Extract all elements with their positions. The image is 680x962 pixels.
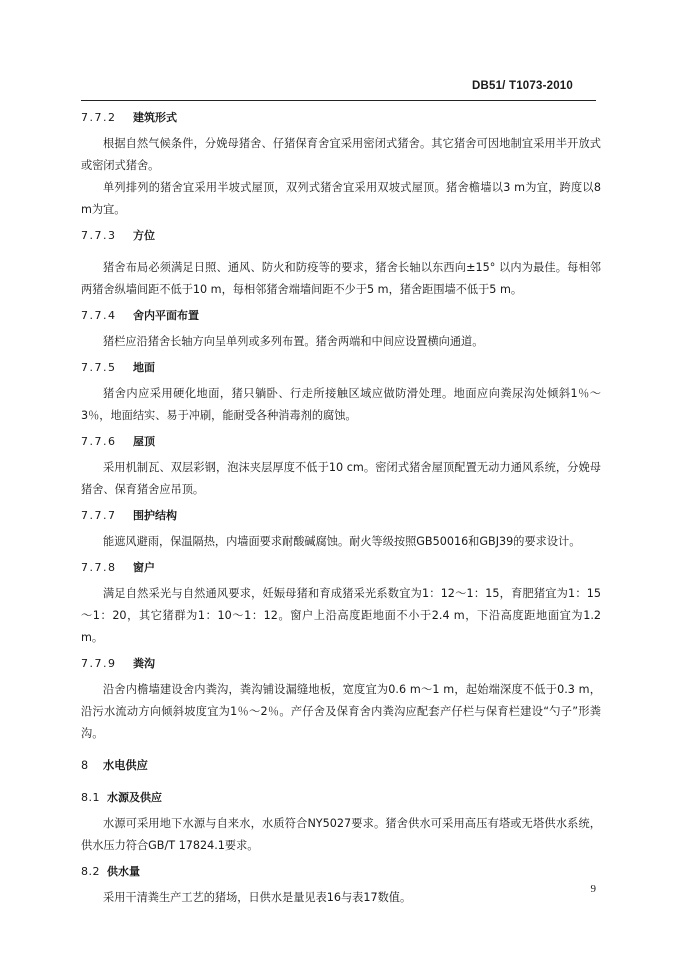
section-heading <box>81 305 601 327</box>
section-title: 供水量 <box>107 865 140 878</box>
paragraph: 根据自然气候条件，分娩母猪舍、仔猪保育舍宜采用密闭式猪舍。其它猪舍可因地制宜采用半开放式或密闭式猪舍。 <box>81 137 601 172</box>
section-number: 7.7.3 <box>81 229 117 242</box>
section-title: 地面 <box>133 361 155 374</box>
section-number: 8.1 <box>81 791 100 804</box>
paragraph: 猪舍内应采用硬化地面，猪只躺卧、行走所接触区域应做防滑处理。地面应向粪尿沟处倾斜1％～3％，地面结实、易于冲刷，能耐受各种消毒剂的腐蚀。 <box>81 387 601 422</box>
document-body <box>81 107 601 909</box>
section-heading <box>81 225 601 247</box>
section-number: 7.7.7 <box>81 509 117 522</box>
section-heading <box>81 557 601 579</box>
section-title: 围护结构 <box>133 509 177 522</box>
page-number: 9 <box>590 883 596 895</box>
paragraph: 猪舍布局必须满足日照、通风、防火和防疫等的要求，猪舍长轴以东西向±15° 以内为最佳。每相邻两猪舍纵墙间距不低于10 m，每相邻猪舍端墙间距不少于5 m，猪舍距围墙不低于5 m。 <box>81 261 601 296</box>
section-heading <box>81 861 601 883</box>
paragraph: 采用机制瓦、双层彩钢，泡沫夹层厚度不低于10 cm。密闭式猪舍屋顶配置无动力通风系统，分娩母猪舍、保育猪舍应吊顶。 <box>81 461 601 496</box>
section-number: 7.7.2 <box>81 111 117 124</box>
section-heading <box>81 431 601 453</box>
header-rule <box>81 100 596 101</box>
section-title: 屋顶 <box>133 435 155 448</box>
chapter-heading <box>81 755 601 777</box>
section-title: 舍内平面布置 <box>133 309 199 322</box>
section-title: 窗户 <box>133 561 155 574</box>
section-title: 建筑形式 <box>133 111 177 124</box>
paragraph: 能遮风避雨，保温隔热，内墙面要求耐酸碱腐蚀。耐火等级按照GB50016和GBJ39的要求设计。 <box>103 535 581 548</box>
section-title: 水源及供应 <box>107 791 162 804</box>
chapter-number: 8 <box>81 759 89 772</box>
paragraph: 采用干清粪生产工艺的猪场，日供水是量见表16与表17数值。 <box>103 891 412 904</box>
paragraph: 沿舍内檐墙建设舍内粪沟，粪沟铺设漏缝地板，宽度宜为0.6 m～1 m，起始端深度不低于0.3 m，沿污水流动方向倾斜坡度宜为1％～2％。产仔舍及保育舍内粪沟应配套产仔栏与保育栏建设“勺子”形粪沟。 <box>81 683 601 740</box>
section-number: 7.7.6 <box>81 435 117 448</box>
section-number: 8.2 <box>81 865 100 878</box>
section-heading <box>81 787 601 809</box>
paragraph: 单列排列的猪舍宜采用半坡式屋顶，双列式猪舍宜采用双坡式屋顶。猪舍檐墙以3 m为宜，跨度以8 m为宜。 <box>81 181 601 216</box>
section-heading <box>81 505 601 527</box>
section-title: 粪沟 <box>133 657 155 670</box>
section-number: 7.7.9 <box>81 657 117 670</box>
paragraph: 猪栏应沿猪舍长轴方向呈单列或多列布置。猪舍两端和中间应设置横向通道。 <box>103 335 484 348</box>
standard-code: DB51/ T1073-2010 <box>471 80 573 92</box>
section-number: 7.7.4 <box>81 309 117 322</box>
section-number: 7.7.8 <box>81 561 117 574</box>
paragraph: 水源可采用地下水源与自来水，水质符合NY5027要求。猪舍供水可采用高压有塔或无塔供水系统，供水压力符合GB/T 17824.1要求。 <box>81 817 601 852</box>
section-heading <box>81 357 601 379</box>
section-title: 方位 <box>133 229 155 242</box>
section-heading <box>81 107 601 129</box>
paragraph: 满足自然采光与自然通风要求，妊娠母猪和育成猪采光系数宜为1：12～1：15，育肥猪宜为1：15～1：20，其它猪群为1：10～1：12。窗户上沿高度距地面不小于2.4 m，下沿高度距地面宜为1.2 m。 <box>81 587 601 644</box>
section-number: 7.7.5 <box>81 361 117 374</box>
section-heading <box>81 653 601 675</box>
chapter-title: 水电供应 <box>103 759 148 772</box>
